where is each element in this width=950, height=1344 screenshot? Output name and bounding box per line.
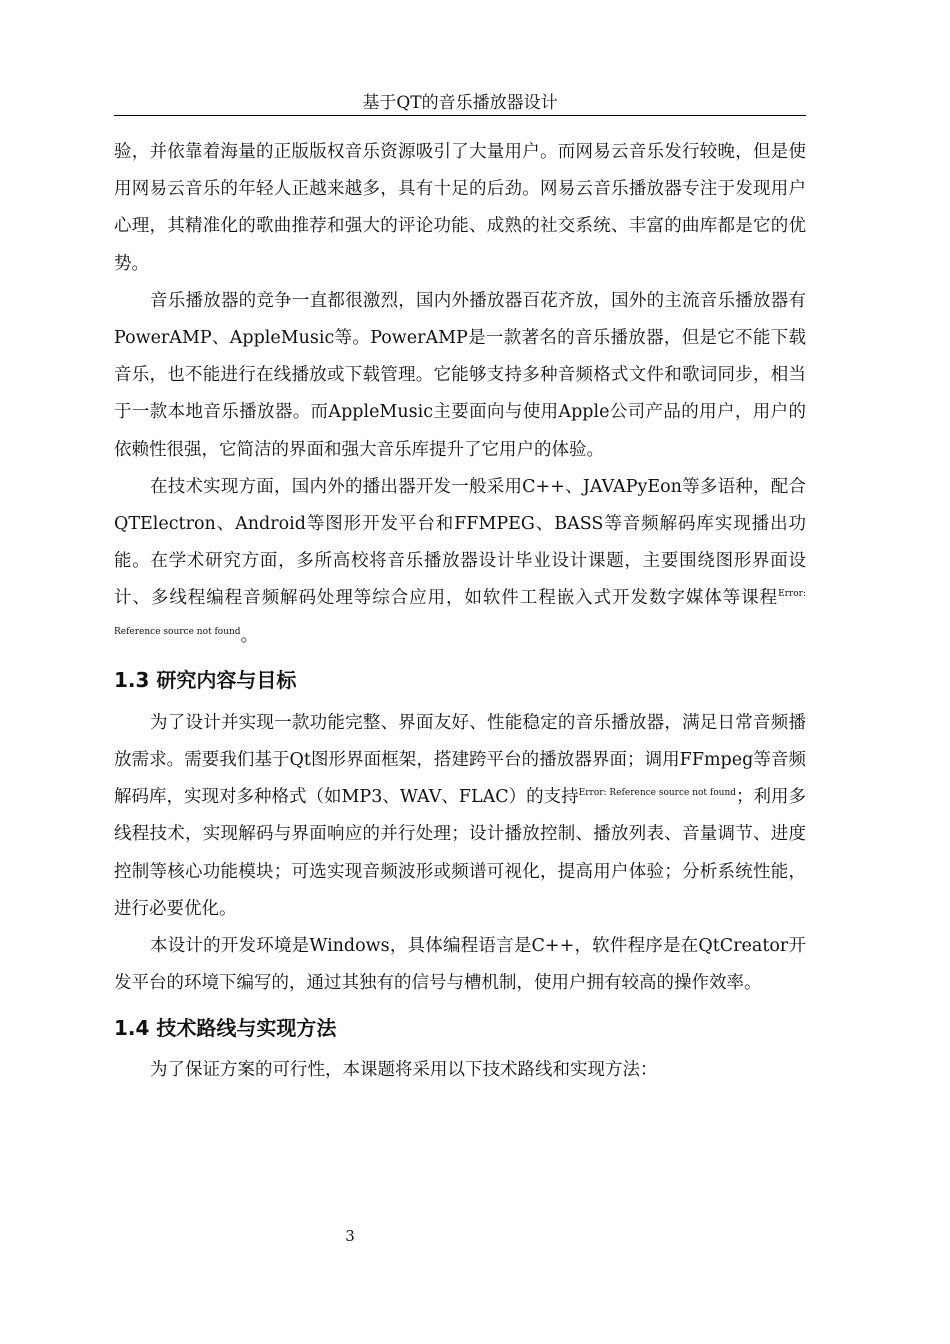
paragraph-continuation: 验，并依靠着海量的正版版权音乐资源吸引了大量用户。而网易云音乐发行较晚，但是使用网易云音乐的年轻人正越来越多，具有十足的后劲。网易云音乐播放器专注于发现用户心理，其精准化的歌曲推荐和强大的评论功能、成熟的社交系统、丰富的曲库都是它的优势。: [114, 142, 806, 274]
paragraph-text: 为了设计并实现一款功能完整、界面友好、性能稳定的音乐播放器，满足日常音频播放需求。需要我们基于Qt图形界面框架，搭建跨平台的播放器界面；调用FFmpeg等音频解码库，实现对多种格式（如MP3、WAV、FLAC）的支持: [114, 712, 806, 808]
paragraph-technical-implementation: [114, 469, 806, 655]
section-heading-1-3: 1.3 研究内容与目标: [114, 667, 297, 692]
page-body: [114, 134, 806, 1090]
reference-error: Error: Reference source not found: [578, 788, 736, 799]
paragraph-player-competition: 音乐播放器的竞争一直都很激烈，国内外播放器百花齐放，国外的主流音乐播放器有PowerAMP、AppleMusic等。PowerAMP是一款著名的音乐播放器，但是它不能下载音乐，也不能进行在线播放或下载管理。它能够支持多种音频格式文件和歌词同步，相当于一款本地音乐播放器。而AppleMusic主要面向与使用Apple公司产品的用户，用户的依赖性很强，它简洁的界面和强大音乐库提升了它用户的体验。: [114, 290, 806, 460]
paragraph-text: 在技术实现方面，国内外的播出器开发一般采用C++、JAVAPyEon等多语种，配合QTElectron、Android等图形开发平台和FFMPEG、BASS等音频解码库实现播出功能。在学术研究方面，多所高校将音乐播放器设计毕业设计课题，主要围绕图形界面设计、多线程编程音频解码处理等综合应用，如软件工程嵌入式开发数字媒体等课程: [114, 476, 806, 609]
reference-error: Error: Reference source not found: [114, 589, 806, 637]
header-rule: [114, 115, 806, 116]
paragraph-research-goals: [114, 705, 806, 928]
paragraph-end: 。: [240, 625, 259, 646]
paragraph-dev-environment: 本设计的开发环境是Windows，具体编程语言是C++，软件程序是在QtCreator开发平台的环境下编写的，通过其独有的信号与槽机制，使用户拥有较高的操作效率。: [114, 936, 806, 994]
paragraph-technical-route: 为了保证方案的可行性，本课题将采用以下技术路线和实现方法：: [150, 1060, 658, 1081]
running-header: 基于QT的音乐播放器设计: [362, 93, 558, 113]
page-number: 3: [345, 1227, 355, 1245]
paragraph-text-rest: ；利用多线程技术，实现解码与界面响应的并行处理；设计播放控制、播放列表、音量调节、进度控制等核心功能模块；可选实现音频波形或频谱可视化，提高用户体验；分析系统性能，进行必要优化。: [114, 787, 806, 919]
section-heading-1-4: 1.4 技术路线与实现方法: [114, 1016, 337, 1041]
